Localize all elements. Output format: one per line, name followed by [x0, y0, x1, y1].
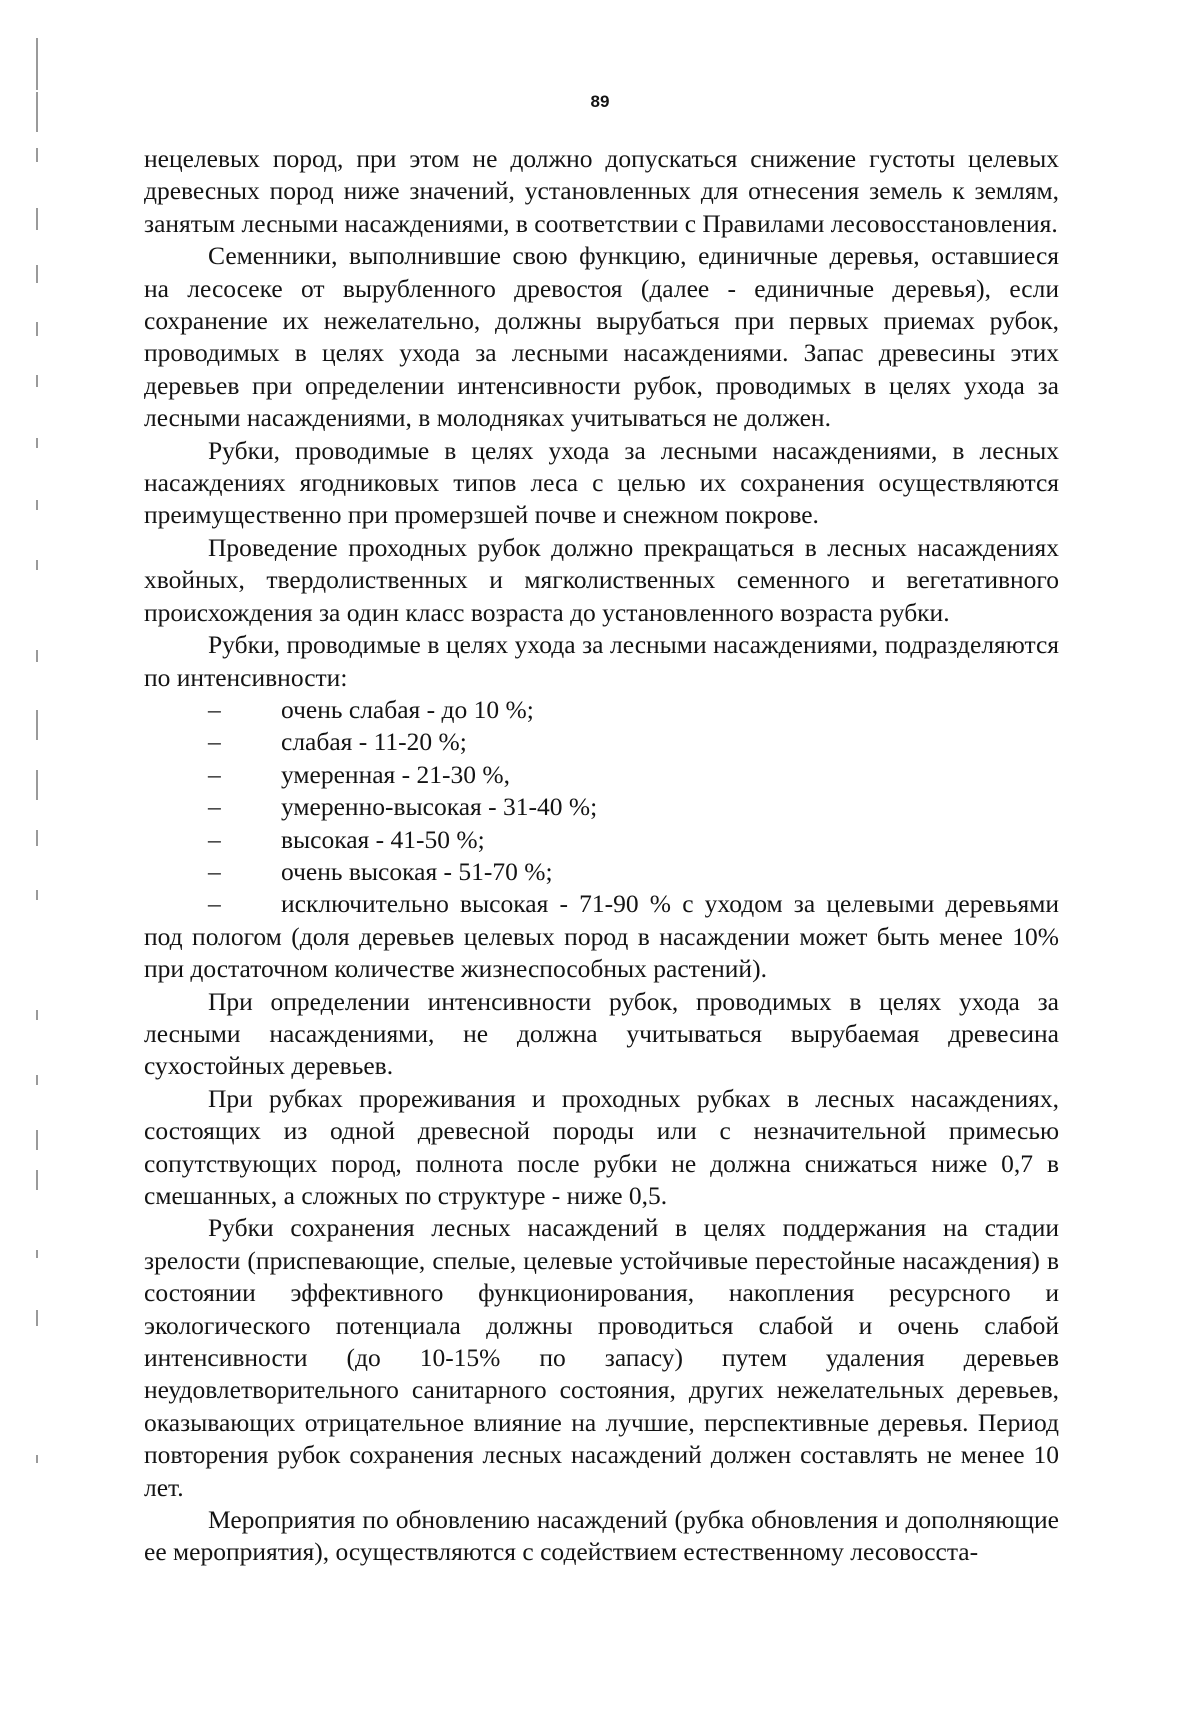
paragraph-preservation: Рубки сохранения лесных насаждений в целях поддержания на стадии зрелости (приспевающие, спелые, целевые устойчивые перестойные насаждения) в состоянии эффективного функционирования, накопления ресурсного и экологического потенциала должны проводиться слабой и очень слабой интенсивности (до 10-15% по запасу) путем удаления деревьев неудовлетворительного санитарного состояния, других нежелательных деревьев, оказывающих отрицательное влияние на лучшие, перспективные деревья. Период повторения рубок сохранения лесных насаждений должен составлять не менее 10 лет.	[144, 1213, 1059, 1502]
scan-margin-marks	[36, 30, 40, 1670]
dash-marker: –	[208, 792, 221, 822]
list-item: – высокая - 41-50 %;	[144, 824, 1059, 856]
page-number: 89	[590, 92, 610, 111]
list-item: – слабая - 11-20 %;	[144, 726, 1059, 758]
dash-marker: –	[208, 694, 221, 724]
list-item: – умеренная - 21-30 %,	[144, 759, 1059, 791]
paragraph-berry-forest: Рубки, проводимые в целях ухода за лесными насаждениями, в лесных насаждениях ягодниковых типов леса с целью их сохранения осуществляются преимущественно при промерзшей почве и снежном покрове.	[144, 435, 1059, 530]
list-item: – исключительно высокая - 71-90 % с уходом за целевыми деревьями под пологом (доля деревьев целевых пород в насаждении может быть менее 10% при достаточном количестве жизнеспособных растений).	[144, 889, 1059, 984]
list-item: – очень слабая - до 10 %;	[144, 694, 1059, 726]
paragraph-dead-wood: При определении интенсивности рубок, проводимых в целях ухода за лесными насаждениями, не должна учитываться вырубаемая древесина сухостойных деревьев.	[144, 986, 1059, 1081]
paragraph-density: При рубках прореживания и проходных рубках в лесных насаждениях, состоящих из одной древесной породы или с незначительной примесью сопутствующих пород, полнота после рубки не должна снижаться ниже 0,7 в смешанных, а сложных по структуре - ниже 0,5.	[144, 1083, 1059, 1210]
dash-marker: –	[208, 727, 221, 757]
list-item: – очень высокая - 51-70 %;	[144, 856, 1059, 888]
paragraph-renewal: Мероприятия по обновлению насаждений (рубка обновления и дополняющие ее мероприятия), осуществляются с содействием естественному лесовосста-	[144, 1505, 1059, 1567]
paragraph-seed-trees: Семенники, выполнившие свою функцию, единичные деревья, оставшиеся на лесосеке от вырубленного древостоя (далее - единичные деревья), если сохранение их нежелательно, должны вырубаться при первых приемах рубок, проводимых в целях ухода за лесными насаждениями. Запас древесины этих деревьев при определении интенсивности рубок, проводимых в целях ухода за лесными насаждениями, в молодняках учитываться не должен.	[144, 241, 1059, 433]
intensity-list	[144, 694, 1059, 986]
dash-marker: –	[208, 856, 221, 886]
paragraph-continuation: нецелевых пород, при этом не должно допускаться снижение густоты целевых древесных пород ниже значений, установленных для отнесения земель к землям, занятым лесными насаждениями, в соответствии с Правилами лесовосстановления.	[144, 144, 1059, 238]
dash-marker: –	[208, 824, 221, 854]
dash-marker: –	[208, 759, 221, 789]
paragraph-thinning-stop: Проведение проходных рубок должно прекращаться в лесных насаждениях хвойных, твердолиственных и мягколиственных семенного и вегетативного происхождения за один класс возраста до установленного возраста рубки.	[144, 532, 1059, 627]
body-text	[144, 143, 1059, 1569]
list-item: – умеренно-высокая - 31-40 %;	[144, 791, 1059, 823]
dash-marker: –	[208, 889, 221, 919]
paragraph-intensity-intro: Рубки, проводимые в целях ухода за лесными насаждениями, подразделяются по интенсивности:	[144, 630, 1059, 692]
